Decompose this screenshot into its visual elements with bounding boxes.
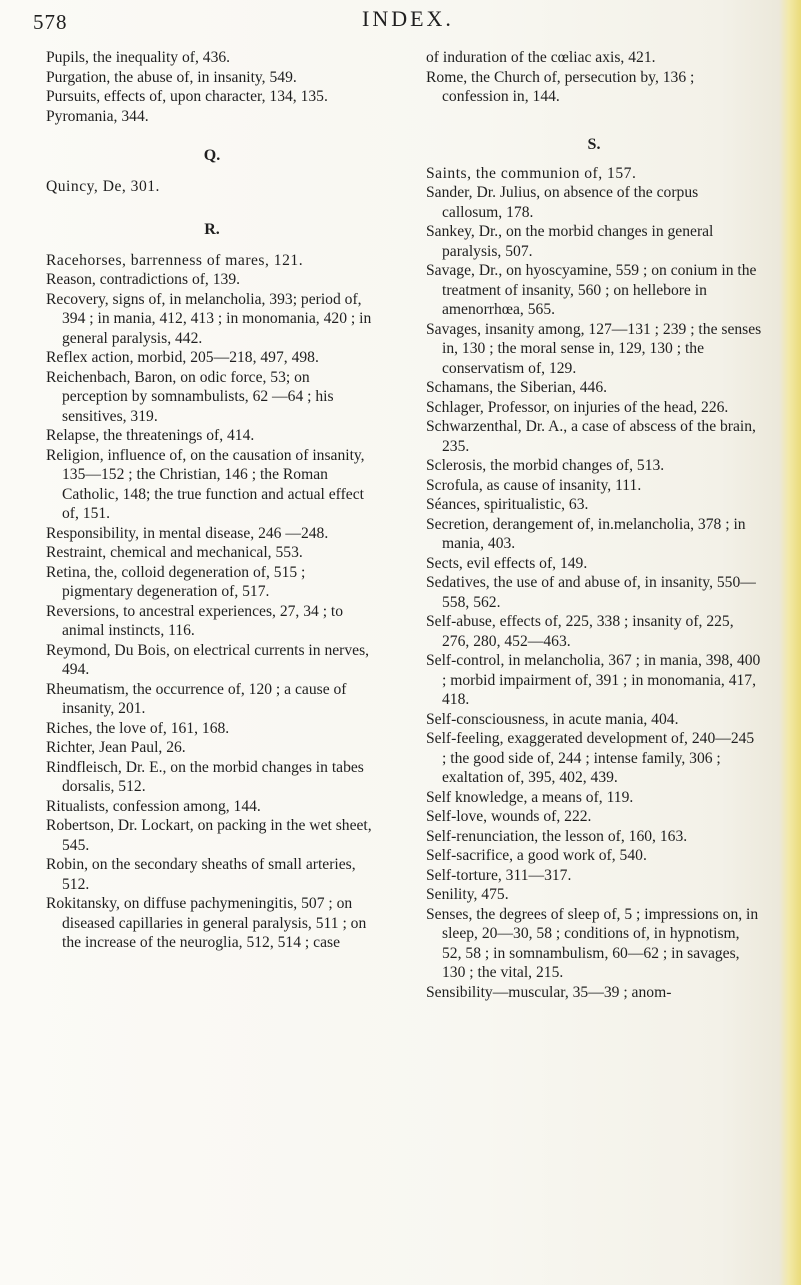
index-entry: Self-love, wounds of, 222. (426, 808, 592, 825)
index-entry: Rheumatism, the occurrence of, 120 ; a cause of insanity, 201. (46, 680, 347, 717)
index-entry: Sclerosis, the morbid changes of, 513. (426, 457, 665, 474)
page-number: 578 (33, 10, 68, 34)
index-entry: Self knowledge, a means of, 119. (426, 788, 634, 806)
index-entry: Riches, the love of, 161, 168. (46, 719, 230, 737)
index-entry: Ritualists, confession among, 144. (46, 797, 261, 815)
section-letter-heading: R. (204, 220, 220, 238)
index-entry: Schlager, Professor, on injuries of the head, 226. (426, 398, 729, 416)
index-entry: Reason, contradictions of, 139. (46, 271, 241, 288)
index-entry: Schwarzenthal, Dr. A., a case of abscess of the brain, 235. (426, 418, 756, 455)
index-entry: Richter, Jean Paul, 26. (46, 739, 186, 756)
index-entry: Savages, insanity among, 127—131 ; 239 ; the senses in, 130 ; the moral sense in, 129, 130 ; the conservatism of, 129. (426, 320, 762, 377)
index-entry: Sects, evil effects of, 149. (426, 554, 588, 572)
index-entry: Sankey, Dr., on the morbid changes in general paralysis, 507. (426, 223, 714, 260)
index-entry: Rokitansky, on diffuse pachymeningitis, 507 ; on diseased capillaries in general paralysis, 511 ; on the increase of the neuroglia, 512, 514 ; case (46, 895, 367, 951)
index-entry: Séances, spiritualistic, 63. (426, 496, 589, 513)
index-entry: Self-renunciation, the lesson of, 160, 163. (426, 827, 688, 845)
index-entry: Scrofula, as cause of insanity, 111. (426, 476, 642, 494)
index-entry: Senses, the degrees of sleep of, 5 ; impressions on, in sleep, 20—30, 58 ; conditions of, in hypnotism, 52, 58 ; in somnambulism, 60—62 ; in savages, 130 ; the vital, 215. (426, 905, 759, 981)
page-edge-discoloration (779, 0, 801, 1285)
index-entry: Reversions, to ancestral experiences, 27, 34 ; to animal instincts, 116. (46, 602, 344, 639)
index-entry: Senility, 475. (426, 886, 509, 903)
index-entry: Racehorses, barrenness of mares, 121. (46, 251, 304, 269)
index-entry: Rindfleisch, Dr. E., on the morbid changes in tabes dorsalis, 512. (46, 758, 364, 795)
index-entry: Pyromania, 344. (46, 107, 149, 125)
index-entry: Quincy, De, 301. (46, 178, 160, 195)
index-entry: Purgation, the abuse of, in insanity, 549. (46, 68, 297, 86)
index-entry: Retina, the, colloid degeneration of, 515 ; pigmentary degeneration of, 517. (46, 563, 306, 600)
index-entry: of induration of the cœliac axis, 421. (426, 49, 656, 66)
index-entry: Religion, influence of, on the causation of insanity, 135—152 ; the Christian, 146 ; the Roman Catholic, 148; the true function and actual effect of, 151. (46, 446, 365, 522)
index-entry: Sensibility—muscular, 35—39 ; anom- (426, 983, 672, 1001)
index-entry: Reflex action, morbid, 205—218, 497, 498. (46, 349, 319, 366)
index-entry: Self-control, in melancholia, 367 ; in mania, 398, 400 ; morbid impairment of, 391 ; in monomania, 417, 418. (426, 652, 761, 708)
section-letter-heading: S. (587, 135, 601, 153)
index-entry: Restraint, chemical and mechanical, 553. (46, 544, 303, 561)
index-entry: Rome, the Church of, persecution by, 136 ; confession in, 144. (426, 68, 695, 105)
running-head: INDEX. (362, 6, 454, 31)
left-column (46, 48, 378, 953)
index-entry: Pupils, the inequality of, 436. (46, 49, 231, 66)
right-column (426, 48, 762, 1002)
index-entry: Reymond, Du Bois, on electrical currents in nerves, 494. (46, 641, 370, 678)
index-entry: Recovery, signs of, in melancholia, 393; period of, 394 ; in mania, 412, 413 ; in monomania, 420 ; in general paralysis, 442. (46, 290, 372, 347)
index-entry: Saints, the communion of, 157. (426, 164, 637, 182)
index-entry: Self-torture, 311—317. (426, 866, 572, 884)
section-letter-heading: Q. (203, 147, 221, 164)
index-entry: Secretion, derangement of, in.melancholia, 378 ; in mania, 403. (426, 515, 746, 552)
index-entry: Sedatives, the use of and abuse of, in insanity, 550—558, 562. (426, 574, 756, 611)
index-entry: Relapse, the threatenings of, 414. (46, 427, 255, 444)
index-entry: Reichenbach, Baron, on odic force, 53; on perception by somnambulists, 62 —64 ; his sensitives, 319. (46, 368, 334, 425)
index-entry: Self-sacrifice, a good work of, 540. (426, 847, 647, 864)
index-entry: Self-feeling, exaggerated development of, 240—245 ; the good side of, 244 ; intense family, 306 ; exaltation of, 395, 402, 439. (426, 730, 755, 786)
index-entry: Pursuits, effects of, upon character, 134, 135. (46, 88, 328, 105)
index-entry: Self-consciousness, in acute mania, 404. (426, 710, 679, 728)
index-entry: Robin, on the secondary sheaths of small arteries, 512. (46, 856, 356, 893)
index-entry: Savage, Dr., on hyoscyamine, 559 ; on conium in the treatment of insanity, 560 ; on hellebore in amenorrhœa, 565. (426, 262, 757, 318)
index-entry: Sander, Dr. Julius, on absence of the corpus callosum, 178. (426, 184, 699, 221)
index-entry: Responsibility, in mental disease, 246 —248. (46, 524, 329, 542)
index-entry: Self-abuse, effects of, 225, 338 ; insanity of, 225, 276, 280, 452—463. (426, 613, 734, 650)
index-entry: Schamans, the Siberian, 446. (426, 379, 608, 396)
index-entry: Robertson, Dr. Lockart, on packing in the wet sheet, 545. (46, 817, 372, 854)
